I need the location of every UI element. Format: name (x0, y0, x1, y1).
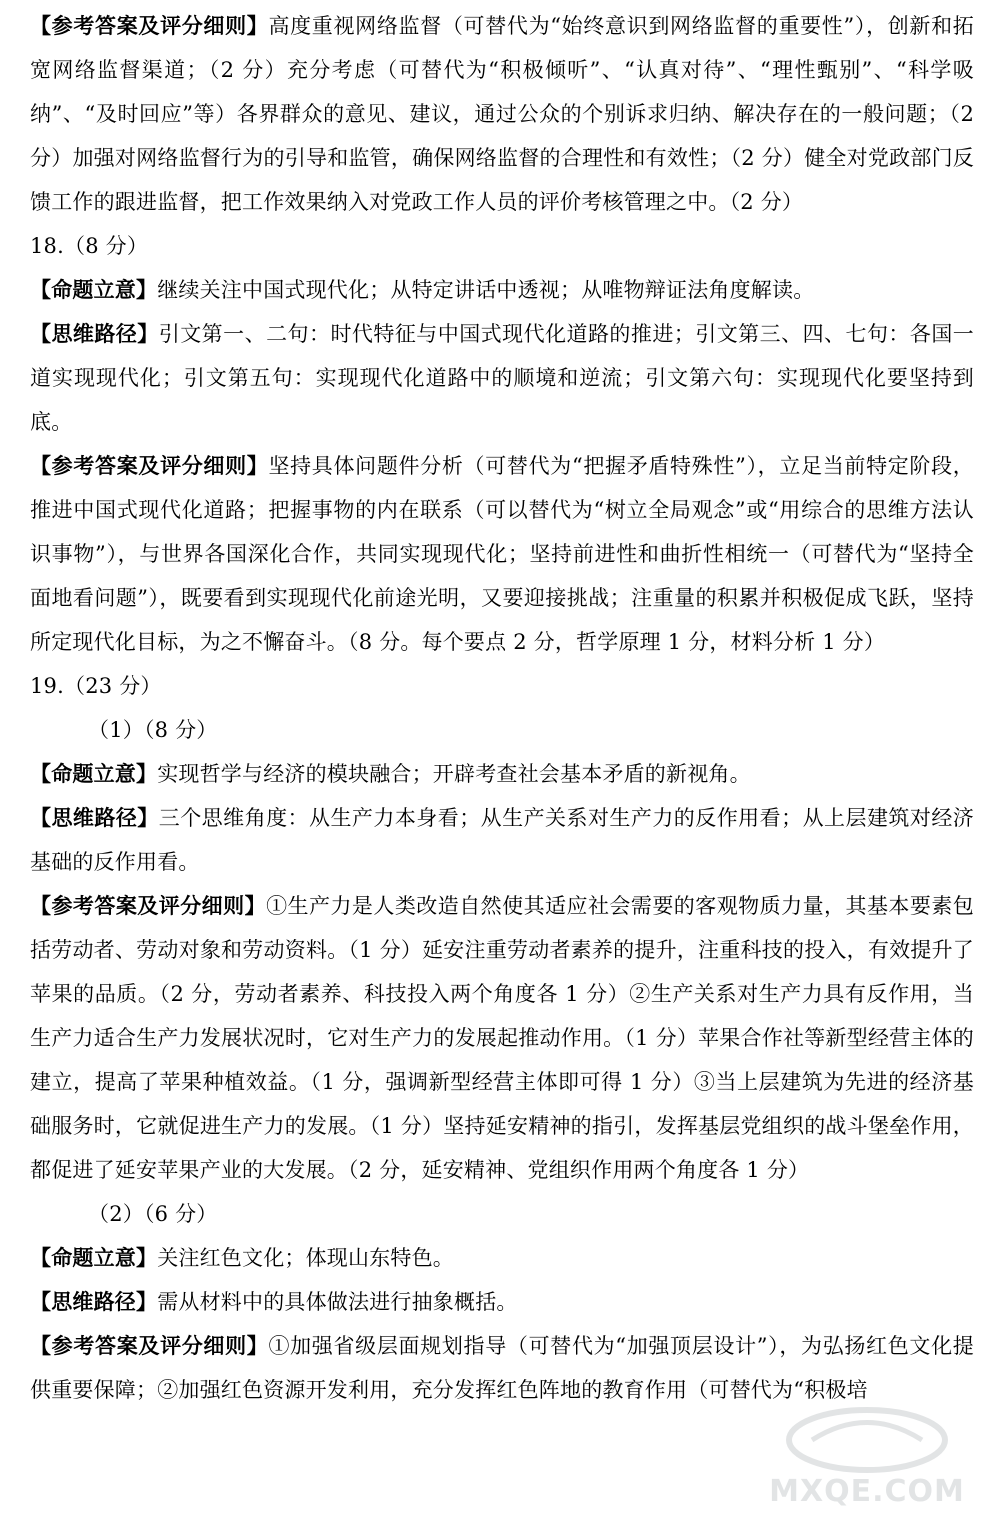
paragraph-label: 【命题立意】 (30, 277, 158, 302)
paragraph-answer-17 (30, 4, 974, 224)
paragraph-text: ①生产力是人类改造自然使其适应社会需要的客观物质力量，其基本要素包括劳动者、劳动对象和劳动资料。（1 分）延安注重劳动者素养的提升，注重科技的投入，有效提升了苹果的品质。（2 分，劳动者素养、科技投入两个角度各 1 分）②生产关系对生产力具有反作用，当生产力适合生产力发展状况时，它对生产力的发展起推动作用。（1 分）苹果合作社等新型经营主体的建立，提高了苹果种植效益。（1 分，强调新型经营主体即可得 1 分）③当上层建筑为先进的经济基础服务时，它就促进生产力的发展。（1 分）坚持延安精神的指引，发挥基层党组织的战斗堡垒作用，都促进了延安苹果产业的大发展。（2 分，延安精神、党组织作用两个角度各 1 分） (30, 894, 974, 1182)
paragraph-text: （1）（8 分） (88, 718, 218, 742)
paragraph-thinking-19-2 (30, 1280, 974, 1324)
paragraph-text: ①加强省级层面规划指导（可替代为“加强顶层设计”），为弘扬红色文化提供重要保障；②加强红色资源开发利用，充分发挥红色阵地的教育作用（可替代为“积极培 (30, 1334, 974, 1402)
paragraph-answer-18 (30, 444, 974, 664)
paragraph-intent-19-1 (30, 752, 974, 796)
paragraph-label: 【参考答案及评分细则】 (30, 893, 267, 918)
watermark-text: MXQE.COM (769, 1474, 965, 1509)
sub-question-heading-19-1 (30, 708, 974, 752)
paragraph-text: （2）（6 分） (88, 1202, 218, 1226)
document-page (30, 4, 974, 1412)
paragraph-thinking-18 (30, 312, 974, 444)
paragraph-text: 18.（8 分） (30, 234, 149, 258)
paragraph-label: 【参考答案及评分细则】 (30, 453, 269, 478)
paragraph-text: 三个思维角度：从生产力本身看；从生产关系对生产力的反作用看；从上层建筑对经济基础的反作用看。 (30, 806, 974, 874)
paragraph-label: 【参考答案及评分细则】 (30, 1333, 269, 1358)
paragraph-thinking-19-1 (30, 796, 974, 884)
paragraph-label: 【思维路径】 (30, 1289, 158, 1314)
paragraph-text: 关注红色文化；体现山东特色。 (157, 1246, 455, 1270)
paragraph-label: 【思维路径】 (30, 805, 159, 830)
question-heading-18 (30, 224, 974, 268)
paragraph-label: 【命题立意】 (30, 761, 158, 786)
paragraph-label: 【思维路径】 (30, 321, 159, 346)
paragraph-label: 【命题立意】 (30, 1245, 158, 1270)
paragraph-text: 实现哲学与经济的模块融合；开辟考查社会基本矛盾的新视角。 (157, 762, 751, 786)
paragraph-text: 19.（23 分） (30, 674, 162, 698)
paragraph-intent-18 (30, 268, 974, 312)
question-heading-19 (30, 664, 974, 708)
paragraph-intent-19-2 (30, 1236, 974, 1280)
paragraph-answer-19-2 (30, 1324, 974, 1412)
paragraph-answer-19-1 (30, 884, 974, 1192)
watermark (752, 1400, 982, 1510)
watermark-logo-icon (752, 1400, 982, 1510)
paragraph-text: 高度重视网络监督（可替代为“始终意识到网络监督的重要性”），创新和拓宽网络监督渠道；（2 分）充分考虑（可替代为“积极倾听”、“认真对待”、“理性甄别”、“科学吸纳”、“及时回应”等）各界群众的意见、建议，通过公众的个别诉求归纳、解决存在的一般问题；（2 分）加强对网络监督行为的引导和监管，确保网络监督的合理性和有效性；（2 分）健全对党政部门反馈工作的跟进监督，把工作效果纳入对党政工作人员的评价考核管理之中。（2 分） (30, 14, 974, 214)
paragraph-text: 需从材料中的具体做法进行抽象概括。 (157, 1290, 518, 1314)
sub-question-heading-19-2 (30, 1192, 974, 1236)
paragraph-text: 坚持具体问题件分析（可替代为“把握矛盾特殊性”），立足当前特定阶段，推进中国式现代化道路；把握事物的内在联系（可以替代为“树立全局观念”或“用综合的思维方法认识事物”），与世界各国深化合作，共同实现现代化；坚持前进性和曲折性相统一（可替代为“坚持全面地看问题”），既要看到实现现代化前途光明，又要迎接挑战；注重量的积累并积极促成飞跃，坚持所定现代化目标，为之不懈奋斗。（8 分。每个要点 2 分，哲学原理 1 分，材料分析 1 分） (30, 454, 974, 654)
paragraph-label: 【参考答案及评分细则】 (30, 13, 269, 38)
paragraph-text: 继续关注中国式现代化；从特定讲话中透视；从唯物辩证法角度解读。 (157, 278, 815, 302)
paragraph-text: 引文第一、二句：时代特征与中国式现代化道路的推进；引文第三、四、七句：各国一道实现现代化；引文第五句：实现现代化道路中的顺境和逆流；引文第六句：实现现代化要坚持到底。 (30, 322, 974, 434)
